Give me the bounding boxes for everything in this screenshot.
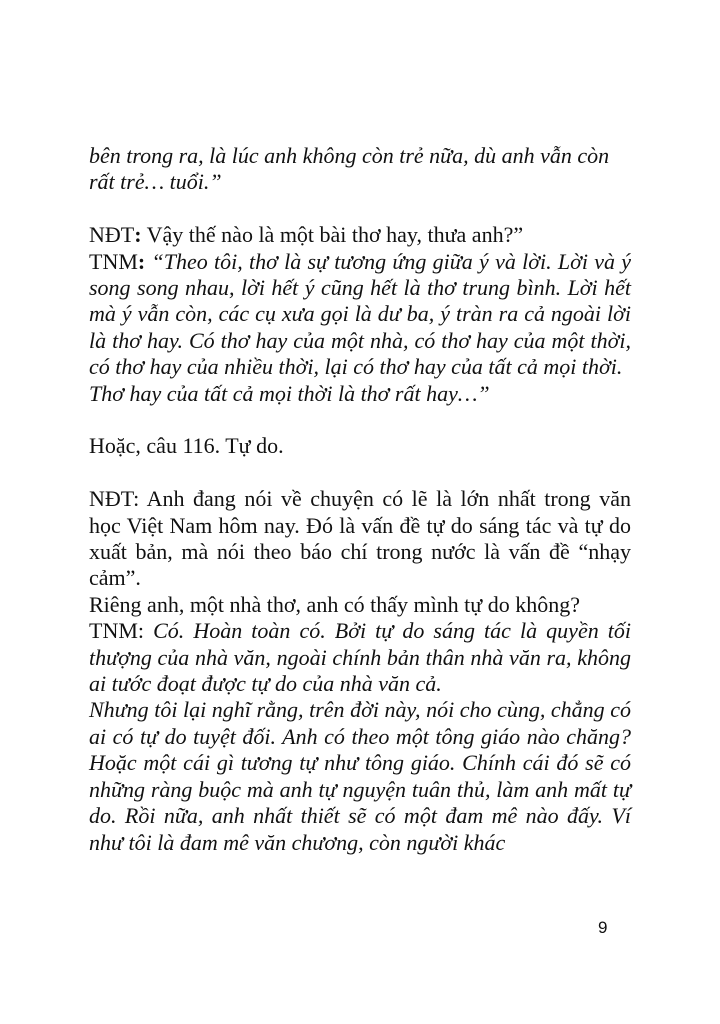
paragraph-answer-poetry <box>89 249 631 381</box>
quote-line-1: bên trong ra, là lúc anh không còn trẻ nữa, dù anh vẫn còn <box>89 143 610 168</box>
paragraph-quote-end <box>89 143 631 196</box>
speaker-ndt: NĐT <box>89 222 135 248</box>
paragraph-gap <box>89 460 631 486</box>
speaker-tnm: TNM: <box>89 618 154 644</box>
body-text <box>89 143 631 856</box>
paragraph-answer-freedom-2: Nhưng tôi lại nghĩ rằng, trên đời này, nói cho cùng, chẳng có ai có tự do tuyệt đối. Anh có theo một tông giáo nào chăng? Hoặc một cái gì tương tự như tông giáo. Chính cái đó sẽ có những ràng buộc mà anh tự nguyện tuân thủ, làm anh mất tự do. Rồi nữa, anh nhất thiết sẽ có một đam mê nào đấy. Ví như tôi là đam mê văn chương, còn người khác <box>89 697 631 855</box>
quote-line-2: rất trẻ… tuổi.” <box>89 169 222 195</box>
paragraph-gap <box>89 196 631 222</box>
paragraph-answer-closing: Thơ hay của tất cả mọi thời là thơ rất hay…” <box>89 380 490 406</box>
speaker-colon: : <box>134 222 142 248</box>
paragraph-answer-freedom <box>89 618 631 697</box>
page-number: 9 <box>598 918 608 937</box>
question-text: Vậy thế nào là một bài thơ hay, thưa anh?” <box>141 222 524 248</box>
speaker-colon: : <box>137 248 146 274</box>
speaker-tnm: TNM <box>89 248 138 274</box>
paragraph-question-freedom-2: Riêng anh, một nhà thơ, anh có thấy mình tự do không? <box>89 591 580 617</box>
paragraph-gap <box>89 407 631 433</box>
answer-text: “Theo tôi, thơ là sự tương ứng giữa ý và lời. Lời và ý song song nhau, lời hết ý cũng hết là thơ trung bình. Lời hết mà ý vẫn còn, các cụ xưa gọi là dư ba, ý tràn ra cả ngoài lời là thơ hay. Có thơ hay của một nhà, có thơ hay của một thời, có thơ hay của nhiều thời, lại có thơ hay của tất cả mọi thời. <box>89 248 631 380</box>
paragraph-question-heading: Hoặc, câu 116. Tự do. <box>89 433 284 459</box>
paragraph-question-freedom: NĐT: Anh đang nói về chuyện có lẽ là lớn nhất trong văn học Việt Nam hôm nay. Đó là vấn đề tự do sáng tác và tự do xuất bản, mà nói theo báo chí trong nước là vấn đề “nhạy cảm”. <box>89 486 631 591</box>
paragraph-question-poetry <box>89 222 631 248</box>
answer-text: Có. Hoàn toàn có. Bởi tự do sáng tác là quyền tối thượng của nhà văn, ngoài chính bản thân nhà văn ra, không ai tước đoạt được tự do của nhà văn cả. <box>89 618 631 697</box>
